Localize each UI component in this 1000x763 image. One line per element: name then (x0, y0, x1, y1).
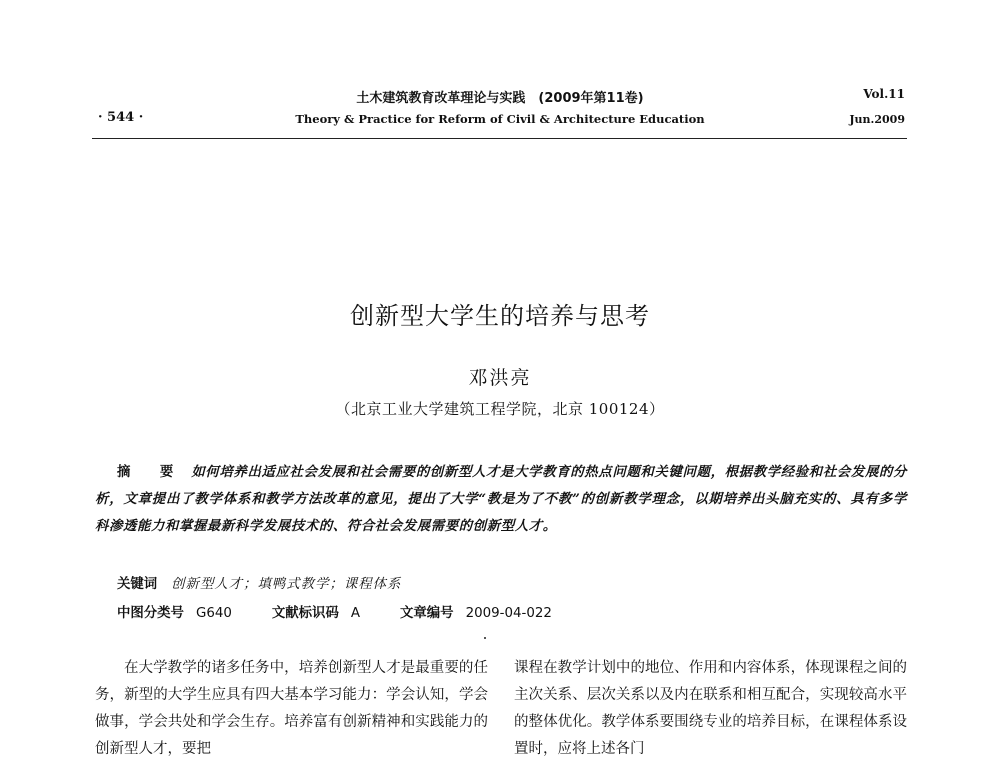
article-title: 创新型大学生的培养与思考 (350, 302, 650, 330)
page-number: · 544 · (98, 110, 144, 125)
author-affiliation: （北京工业大学建筑工程学院，北京 100124） (335, 400, 665, 418)
volume-label: Vol.11 (863, 87, 905, 101)
body-column-left (95, 655, 488, 763)
article-meta (117, 602, 592, 621)
header-rule (92, 138, 907, 139)
abstract-text: 如何培养出适应社会发展和社会需要的创新型人才是大学教育的热点问题和关键问题，根据教学经验和社会发展的分析，文章提出了教学体系和教学方法改革的意见，提出了大学“教是为了不教”的创新教学理念，以期培养出头脑充实的、具有多学科渗透能力和掌握最新科学发展技术的、符合社会发展需要的创新型人才。 (95, 464, 907, 534)
article-author: 邓洪亮 (468, 367, 532, 389)
article-number-value: 2009-04-022 (465, 606, 552, 621)
body-paragraph: 在大学教学的诸多任务中，培养创新型人才是最重要的任务，新型的大学生应具有四大基本学习能力：学会认知，学会做事，学会共处和学会生存。培养富有创新精神和实践能力的创新型人才，要把 (95, 660, 488, 757)
doc-code-value: A (350, 606, 361, 621)
separator-dot (484, 637, 486, 639)
keywords-text: 创新型人才；填鸭式教学；课程体系 (171, 577, 402, 592)
keywords-label: 关键词 (117, 577, 158, 592)
clc-value: G640 (195, 606, 232, 621)
article-number-label: 文章编号 (400, 606, 454, 621)
body-column-right (514, 655, 907, 763)
abstract-label: 摘 要 (117, 465, 182, 480)
journal-title-en: Theory & Practice for Reform of Civil & Architecture Education (295, 112, 705, 126)
abstract (95, 459, 907, 540)
keywords (117, 573, 401, 592)
clc-label: 中图分类号 (117, 606, 184, 621)
doc-code-label: 文献标识码 (271, 606, 339, 621)
issue-date: Jun.2009 (849, 113, 905, 126)
body-paragraph: 课程在教学计划中的地位、作用和内容体系，体现课程之间的主次关系、层次关系以及内在联系和相互配合，实现较高水平的整体优化。教学体系要围绕专业的培养目标，在课程体系设置时，应将上述各门 (514, 660, 907, 757)
journal-title-cn: 土木建筑教育改革理论与实践 (2009年第11卷) (356, 91, 644, 106)
